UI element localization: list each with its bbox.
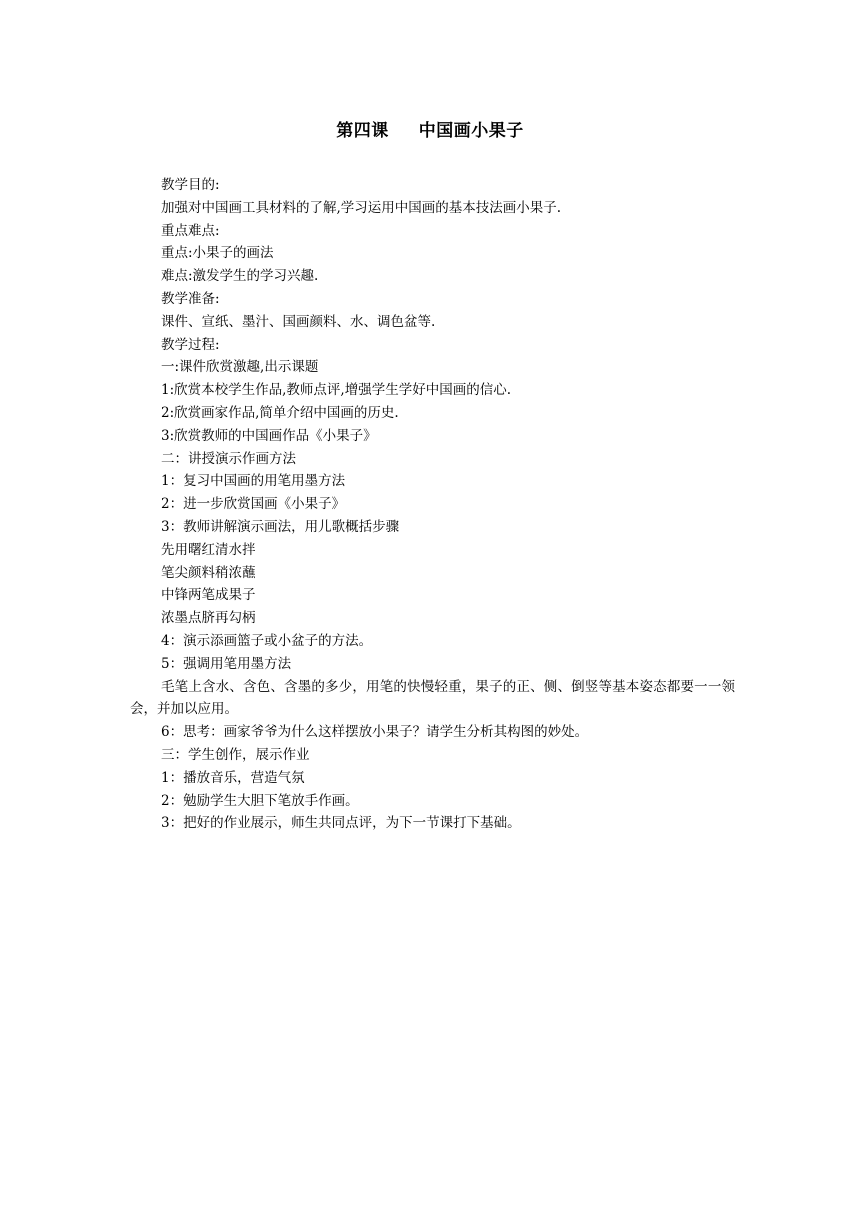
rhyme-line: 浓墨点脐再勾柄 bbox=[161, 610, 256, 627]
text-line: 2：勉励学生大胆下笔放手作画。 bbox=[161, 792, 359, 809]
text-line: 重点:小果子的画法 bbox=[161, 245, 274, 262]
title-lesson-number: 第四课 bbox=[336, 121, 389, 141]
text-line: 1：播放音乐，营造气氛 bbox=[161, 769, 305, 786]
text-line: 3：教师讲解演示画法，用儿歌概括步骤 bbox=[161, 518, 400, 535]
text-line: 课件、宣纸、墨汁、国画颜料、水、调色盆等. bbox=[161, 313, 436, 330]
title-lesson-name: 中国画小果子 bbox=[418, 121, 524, 141]
text-line: 教学目的: bbox=[161, 177, 220, 193]
rhyme-line: 笔尖颜料稍浓蘸 bbox=[161, 564, 256, 581]
text-line: 2：进一步欣赏国画《小果子》 bbox=[161, 496, 346, 513]
text-line: 5：强调用笔用墨方法 bbox=[161, 655, 292, 672]
text-line: 4：演示添画篮子或小盆子的方法。 bbox=[161, 632, 373, 649]
text-line: 三：学生创作，展示作业 bbox=[161, 746, 310, 763]
text-line: 一:课件欣赏激趣,出示课题 bbox=[161, 359, 319, 376]
text-line: 重点难点: bbox=[161, 222, 220, 239]
text-line: 1：复习中国画的用笔用墨方法 bbox=[161, 473, 346, 490]
text-line: 加强对中国画工具材料的了解,学习运用中国画的基本技法画小果子. bbox=[161, 199, 562, 216]
text-line: 难点:激发学生的学习兴趣. bbox=[161, 268, 319, 285]
body-paragraph: 毛笔上含水、含色、含墨的多少，用笔的快慢轻重，果子的正、侧、倒竖等基本姿态都要一一领会，并加以应用。 bbox=[130, 678, 735, 718]
text-line: 3：把好的作业展示，师生共同点评，为下一节课打下基础。 bbox=[161, 815, 521, 832]
rhyme-line: 先用曙红清水拌 bbox=[161, 541, 256, 558]
text-line: 6：思考：画家爷爷为什么这样摆放小果子？请学生分析其构图的妙处。 bbox=[161, 724, 589, 741]
rhyme-line: 中锋两笔成果子 bbox=[161, 587, 256, 604]
text-line: 2:欣赏画家作品,简单介绍中国画的历史. bbox=[161, 404, 399, 421]
text-line: 1:欣赏本校学生作品,教师点评,增强学生学好中国画的信心. bbox=[161, 382, 512, 399]
text-line: 3:欣赏教师的中国画作品《小果子》 bbox=[161, 427, 377, 444]
document-body bbox=[130, 174, 735, 835]
text-line: 教学准备: bbox=[161, 290, 220, 307]
text-line: 教学过程: bbox=[161, 336, 220, 353]
text-line: 二：讲授演示作画方法 bbox=[161, 450, 296, 467]
page-title bbox=[0, 116, 860, 141]
